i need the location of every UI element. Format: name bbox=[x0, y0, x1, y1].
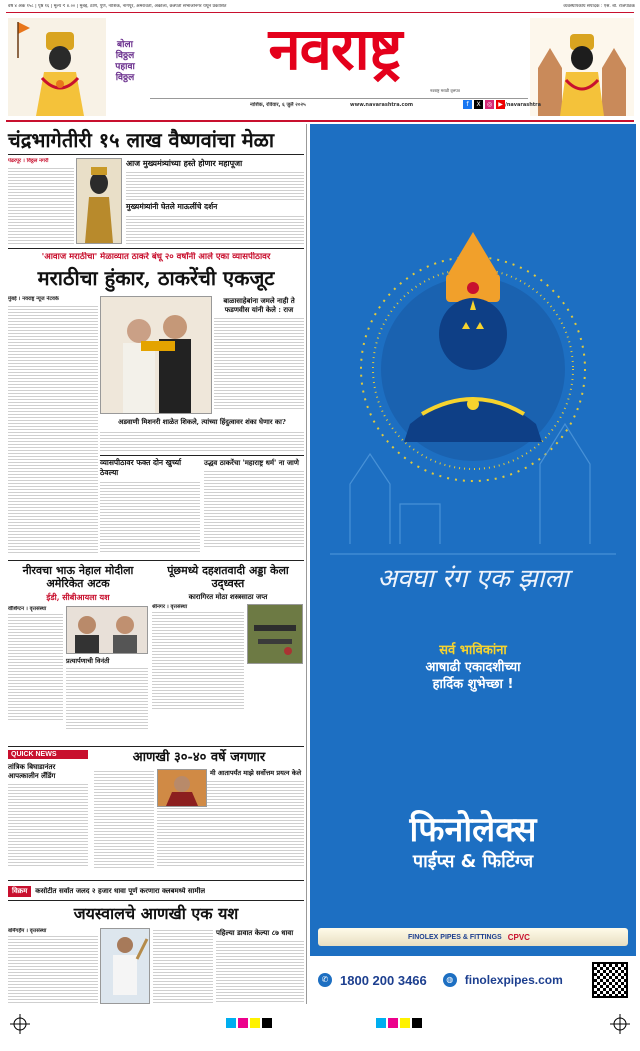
youtube-icon[interactable]: ▶ bbox=[496, 100, 505, 109]
newspaper-title: नवराष्ट्र bbox=[268, 15, 402, 83]
thackeray-brothers-photo bbox=[100, 296, 212, 414]
thackeray-side-heading: बाळासाहेबांना जमले नाही ते फडणवीस यांनी केले : राज bbox=[223, 296, 295, 314]
poonch-byline: श्रीनगर । वृत्तसंस्था bbox=[152, 604, 188, 610]
globe-icon: ◍ bbox=[443, 973, 457, 987]
thackeray-kicker: 'आवाज मराठीचा' मेळाव्यात ठाकरे बंधू २० वर्षांनी आले एका व्यासपीठावर bbox=[41, 252, 271, 262]
dalai-lama-photo bbox=[157, 769, 207, 807]
slogan-block bbox=[108, 40, 142, 84]
nirav-byline: वॉशिंग्टन । वृत्तसंस्था bbox=[8, 606, 47, 612]
social-handle: /navarashtra bbox=[505, 102, 541, 108]
social-icons bbox=[463, 100, 505, 109]
website-text: www.navarashtra.com bbox=[350, 102, 414, 108]
thackeray-headline: मराठीचा हुंकार, ठाकरेंची एकजूट bbox=[37, 266, 275, 290]
poonch-subhead: कारागिरत मोठा शस्त्रसाठा जप्त bbox=[188, 592, 268, 601]
finolex-advertisement bbox=[310, 124, 636, 1004]
masthead-editor: व्यवस्थापकीय संपादक : एस. बी. राजपाठक bbox=[563, 4, 635, 9]
extradition-heading: प्रत्यार्पणाची विनंती bbox=[66, 657, 110, 665]
lead-subhead-2: मुख्यमंत्र्यांनी घेतले माऊलींचे दर्शन bbox=[126, 202, 218, 211]
ad-calligraphy: अवघा रंग एक झाला bbox=[377, 564, 569, 594]
vikram-strip bbox=[8, 884, 304, 898]
slogan-line-3: पहावा bbox=[115, 62, 135, 72]
facebook-icon[interactable]: f bbox=[463, 100, 472, 109]
ad-artwork bbox=[310, 124, 636, 684]
thackeray-byline: मुंबई । नवराष्ट्र न्यूज नेटवर्क bbox=[8, 296, 59, 302]
ad-greeting-line-1: सर्व भाविकांना bbox=[439, 643, 507, 658]
vithoba-left-image bbox=[8, 18, 106, 116]
poonch-story bbox=[152, 564, 304, 710]
stage-box-heading: व्यासपीठावर फक्त दोन खुर्च्या ठेवल्या bbox=[100, 458, 182, 477]
ad-greeting bbox=[310, 642, 636, 693]
pipe-text: FINOLEX PIPES & FITTINGS bbox=[408, 933, 502, 941]
masthead bbox=[0, 0, 640, 124]
dalai-lama-story bbox=[94, 750, 304, 869]
vithoba-idol-photo bbox=[76, 158, 122, 244]
quick-news-box bbox=[8, 750, 88, 876]
jaiswal-col1 bbox=[8, 928, 98, 1004]
instagram-icon[interactable]: ◎ bbox=[486, 101, 493, 108]
print-registration-bar bbox=[6, 1010, 634, 1040]
ad-greeting-line-3: हार्दिक शुभेच्छा ! bbox=[432, 677, 514, 692]
nirav-headline: नीरवचा भाऊ नेहाल मोदीला अमेरिकेत अटक bbox=[22, 564, 134, 590]
lead-subhead-1: आज मुख्यमंत्र्यांच्या हस्ते होणार महापूजा bbox=[126, 158, 243, 168]
quick-news-headline: तांत्रिक बिघाडानंतर आपत्कालीन लॅंडिंग bbox=[8, 762, 56, 780]
slogan-line-2: विठ्ठल bbox=[115, 51, 135, 61]
thackeray-caption: अडवाणी मिशनरी शाळेत शिकले, त्यांच्या हिंदुत्वावर शंका घेणार का? bbox=[118, 418, 286, 426]
uddhav-box-heading: उद्धव ठाकरेंचा 'महाराष्ट्र धर्म' ना जाणे bbox=[204, 458, 299, 467]
slogan-line-4: विठ्ठल bbox=[115, 73, 135, 83]
nirav-subhead: ईडी, सीबीआयला यश bbox=[46, 592, 110, 602]
ad-website[interactable]: finolexpipes.com bbox=[464, 973, 563, 987]
x-icon[interactable]: X bbox=[474, 100, 483, 109]
ad-brand-line-1: फिनोलेक्स bbox=[409, 810, 537, 850]
masthead-tagline: नवराष्ट्र मराठी वृत्तपत्र bbox=[430, 88, 460, 93]
lead-headline: चंद्रभागेतीरी १५ लाख वैष्णवांचा मेळा bbox=[8, 128, 275, 152]
jaiswal-subhead: पहिल्या डावात केल्या ८७ धावा bbox=[216, 928, 294, 937]
vikram-label: विक्रम bbox=[8, 886, 31, 897]
jaiswal-photo bbox=[100, 928, 150, 1004]
uddhav-box bbox=[204, 458, 304, 549]
masthead-topline: वर्ष ४ अंक १५८ | पृष्ठ १६ | मूल्य ₹ ४.०० | मुंबई, ठाणे, पुणे, नाशिक, नागपूर, अमरावती, अकोला, छत्रपती संभाजीनगर येथून प्रकाशित bbox=[8, 4, 227, 9]
ad-greeting-line-2: आषाढी एकादशीच्या bbox=[425, 660, 521, 675]
thackeray-side-story bbox=[214, 296, 304, 410]
phone-icon: ✆ bbox=[318, 973, 332, 987]
jaiswal-headline: जयस्वालचे आणखी एक यश bbox=[73, 904, 239, 923]
ad-brand bbox=[310, 810, 636, 874]
thackeray-story-col bbox=[8, 296, 98, 556]
weapons-cache-photo bbox=[247, 604, 303, 664]
ad-brand-line-2: पाईप्स & फिटिंग्ज bbox=[412, 851, 534, 872]
stage-box bbox=[100, 458, 200, 552]
lead-byline: पंढरपूर । विठ्ठल नगरी bbox=[8, 158, 49, 164]
jaiswal-col3 bbox=[216, 928, 304, 1003]
quick-news-label: QUICK NEWS bbox=[8, 750, 88, 759]
dalai-subhead: मी आतापर्यंत माझे सर्वोत्तम प्रयत्न केले bbox=[210, 769, 302, 777]
ad-phone[interactable]: 1800 200 3466 bbox=[340, 972, 427, 988]
nirav-story bbox=[8, 564, 148, 730]
lead-story-col2 bbox=[126, 158, 304, 244]
ad-contact-bar bbox=[310, 956, 636, 1004]
vikram-text: कसोटीत सर्वात जलद २ हजार धावा पूर्ण करणारा क्लबमध्ये सामील bbox=[35, 887, 206, 895]
slogan-line-1: बोला bbox=[117, 40, 133, 50]
dalai-headline: आणखी ३०-४० वर्षे जगणार bbox=[132, 750, 266, 765]
lead-story-col1 bbox=[8, 158, 74, 244]
dateline: नाशिक, रविवार, ६ जुलै २०२५ bbox=[250, 102, 306, 108]
pipe-graphic bbox=[318, 928, 628, 946]
nehal-modi-photo bbox=[66, 606, 148, 654]
vithoba-right-image bbox=[530, 18, 634, 116]
pipe-tag: CPVC bbox=[507, 932, 530, 942]
qr-code[interactable] bbox=[592, 962, 628, 998]
jaiswal-byline: बर्मिंगहॅम । वृत्तसंस्था bbox=[8, 928, 47, 934]
poonch-headline: पूंछमध्ये दहशतवादी अड्डा केला उद्ध्वस्त bbox=[167, 564, 289, 590]
